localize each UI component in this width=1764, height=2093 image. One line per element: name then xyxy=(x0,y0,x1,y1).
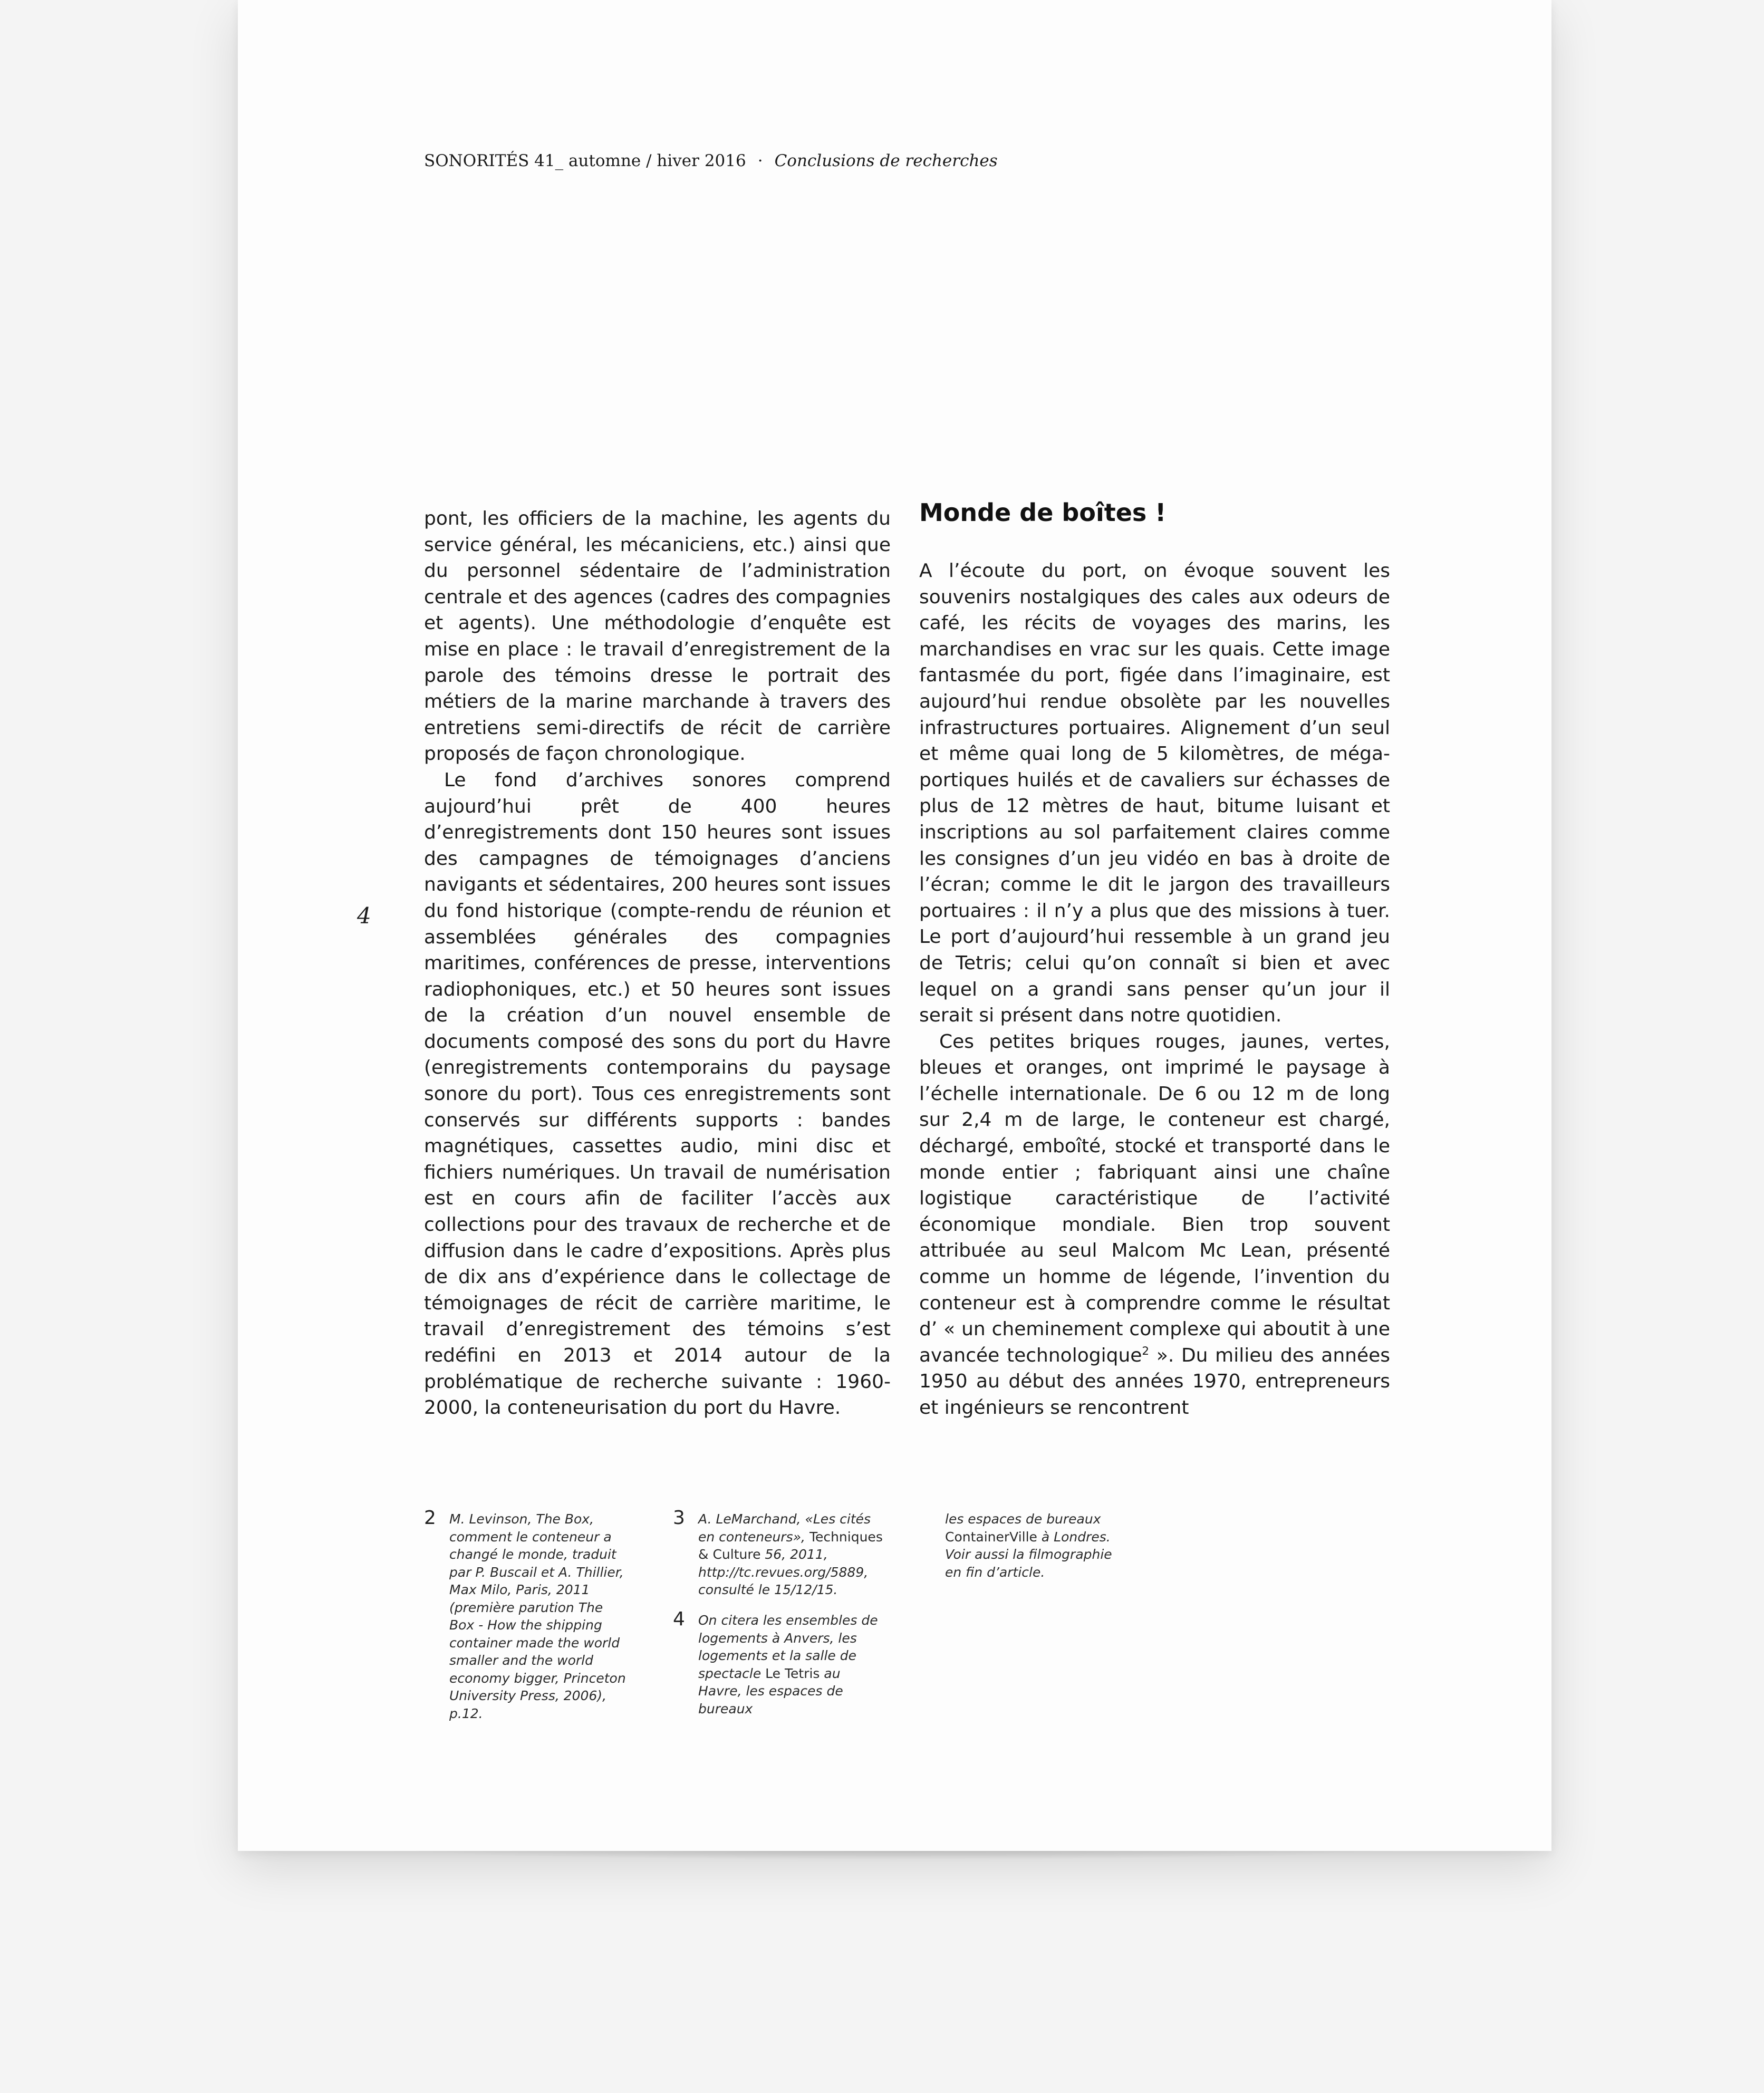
section-title: Monde de boîtes ! xyxy=(919,498,1167,527)
building-name: ContainerVille xyxy=(945,1529,1037,1545)
paragraph-text: ». Du milieu des années 1950 au début des années 1970, entrepreneurs et ingénieurs se rencontrent xyxy=(919,1344,1391,1419)
venue-name: Le Tetris xyxy=(765,1665,820,1681)
paragraph-text: Ces petites briques rouges, jaunes, vertes, bleues et oranges, ont imprimé le paysage à l’échelle internationale. De 6 ou 12 m de long sur 2,4 m de large, le conteneur est chargé, déchargé, emboîté, stocké et transporté dans le monde entier ; fabriquant ainsi une chaîne logistique caractéristique de l’activité économique mondiale. Bien trop souvent attribuée au seul Malcom Mc Lean, présenté comme un homme de légende, l’invention du conteneur est à comprendre comme le résultat d’ « un cheminement complexe qui aboutit à une avancée technologique xyxy=(919,1030,1390,1366)
paragraph: A l’écoute du port, on évoque souvent les souvenirs nostalgiques des cales aux odeurs de café, les récits de voyages des marins, les marchandises en vrac sur les quais. Cette image fantasmée du port, figée dans l’imaginaire, est aujourd’hui rendue obsolète par les nouvelles infrastructures portuaires. Alignement d’un seul et même quai long de 5 kilomètres, de méga-portiques huilés et de cavaliers sur échasses de plus de 12 mètres de haut, bitume luisant et inscriptions au sol parfaitement claires comme les consignes d’un jeu vidéo en bas à droite de l’écran; comme le dit le jargon des travailleurs portuaires : il n’y a plus que des missions à tuer. Le port d’aujourd’hui ressemble à un grand jeu de Tetris; celui qu’on connaît si bien et avec lequel on a grandi sans penser qu’un jour il serait si présent dans notre quotidien. xyxy=(919,560,1390,1027)
footnote-3 xyxy=(698,1510,883,1599)
page-number: 4 xyxy=(357,903,371,929)
footnote-text: A. LeMarchand, «Les cités en conteneurs», xyxy=(698,1511,871,1545)
document-page xyxy=(238,0,1551,1851)
paragraph: Le fond d’archives sonores comprend aujourd’hui prêt de 400 heures d’enregistrements dont 150 heures sont issues des campagnes de témoignages d’anciens navigants et sédentaires, 200 heures sont issues du fond historique (compte-rendu de réunion et assemblées générales des compagnies maritimes, conférences de presse, interventions radiophoniques, etc.) et 50 heures sont issues de la création d’un nouvel ensemble de documents composé des sons du port du Havre (enregistrements contemporains du paysage sonore du port). Tous ces enregistrements sont conservés sur différents supports : bandes magnétiques, cassettes audio, mini disc et fichiers numériques. Un travail de numérisation est en cours afin de faciliter l’accès aux collections pour des travaux de recherche et de diffusion dans le cadre d’expositions. Après plus de dix ans d’expérience dans le collectage de témoignages de récit de carrière maritime, le travail d’enregistrement des témoins s’est redéfini en 2013 et 2014 autour de la problématique de recherche suivante : 1960-2000, la conteneurisation du port du Havre. xyxy=(424,769,891,1419)
footnote-number: 4 xyxy=(673,1608,685,1630)
footnote-number: 2 xyxy=(424,1507,436,1529)
footnote-4-continued: les espaces de bureaux ContainerVille à Londres. Voir aussi la filmographie en fin d’article. xyxy=(945,1511,1112,1580)
footnote-number: 3 xyxy=(673,1507,685,1529)
footnote-2: M. Levinson, The Box, comment le conteneur a changé le monde, traduit par P. Buscail et A. Thillier, Max Milo, Paris, 2011 (première parution The Box - How the shipping container made the world smaller and the world economy bigger, Princeton University Press, 2006), p.12. xyxy=(449,1511,626,1721)
left-column xyxy=(424,506,891,1421)
journal-title: Techniques & Culture xyxy=(698,1529,883,1562)
footnote-4 xyxy=(698,1612,885,1716)
right-column xyxy=(919,558,1390,1421)
paragraph xyxy=(919,1029,1390,1421)
section-name: Conclusions de recherches xyxy=(774,151,998,170)
footnote-text: au Havre, les espaces de bureaux xyxy=(698,1665,843,1716)
footnote-text: 56, 2011, http://tc.revues.org/5889, consulté le 15/12/15. xyxy=(698,1547,869,1597)
paragraph: pont, les officiers de la machine, les agents du service général, les mécaniciens, etc.) ainsi que du personnel sédentaire de l’administration centrale et des agences (cadres des compagnies et agents). Une méthodologie d’enquête est mise en place : le travail d’enregistrement de la parole des témoins dresse le portrait des métiers de la marine marchande à travers des entretiens semi-directifs de récit de carrière proposés de façon chronologique. xyxy=(424,508,891,765)
footnote-reference: 2 xyxy=(1142,1344,1150,1358)
footnote-text: On citera les ensembles de logements à Anvers, les logements et la salle de spectacle xyxy=(698,1613,878,1681)
journal-issue: SONORITÉS 41_ automne / hiver 2016 xyxy=(424,151,746,170)
header-separator: · xyxy=(757,151,763,170)
running-header xyxy=(424,151,998,170)
footnote-text: à Londres. Voir aussi la filmographie en fin d’article. xyxy=(945,1529,1112,1580)
